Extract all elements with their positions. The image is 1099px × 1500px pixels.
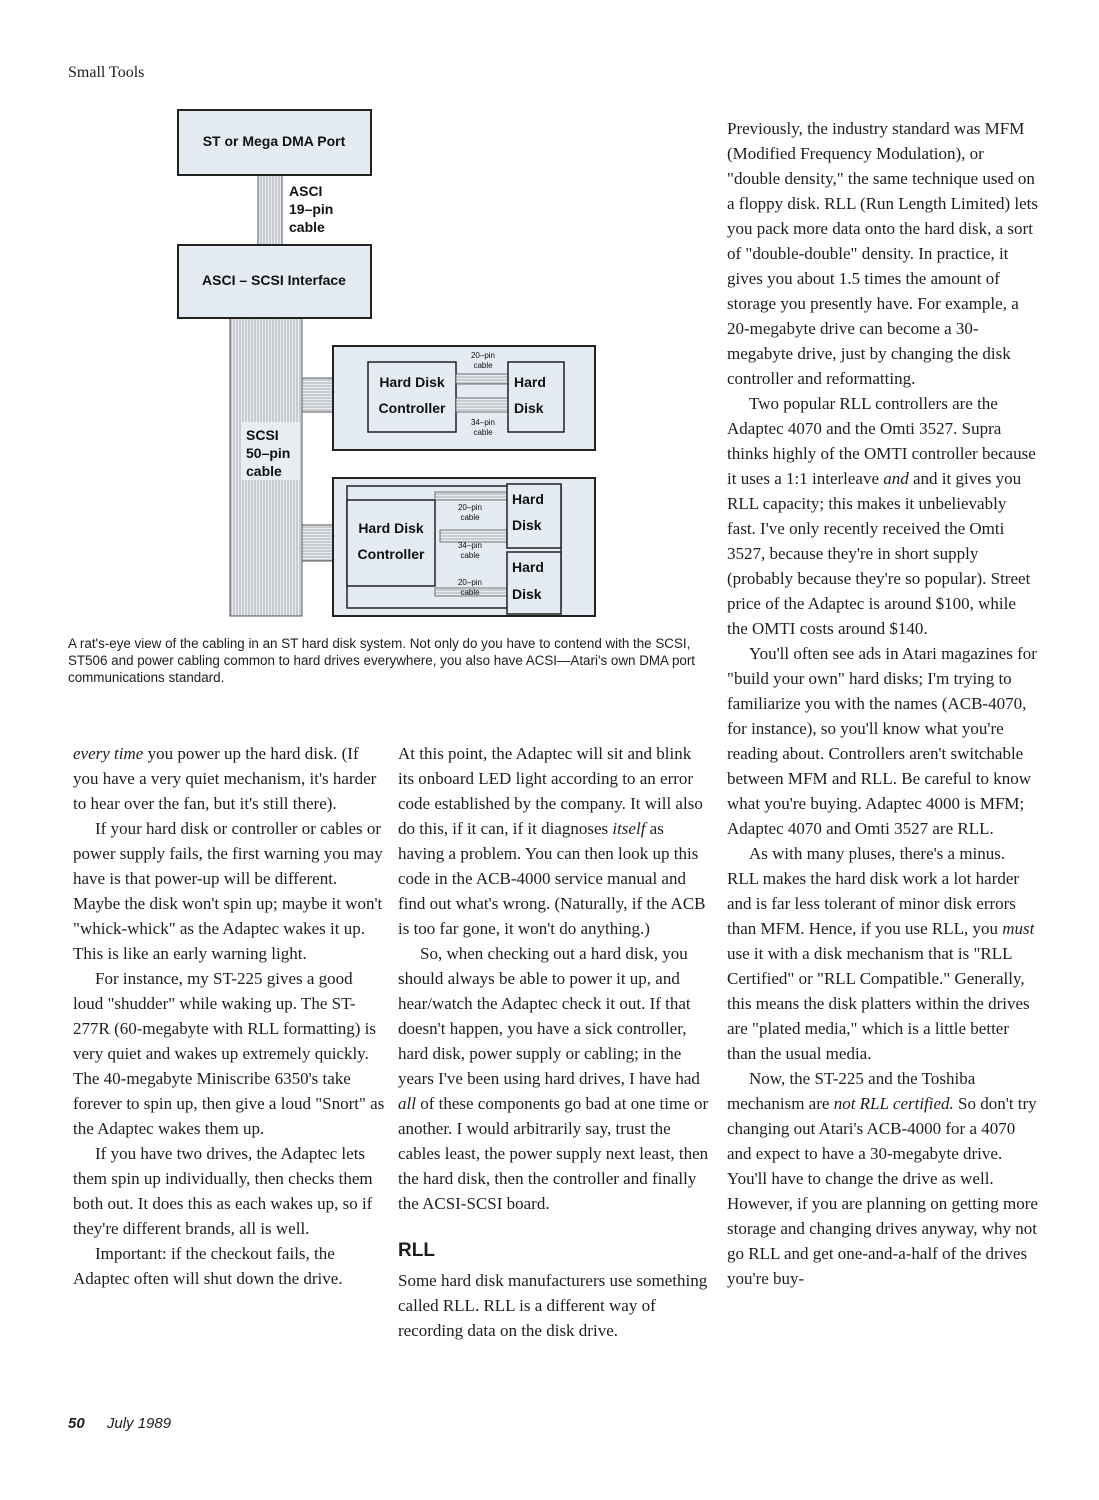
col3-p4-text-a: As with many pluses, there's a minus. RLL makes the hard disk work a lot harder and is far less tolerant of minor disk errors than MFM. Hence, if you use RLL, you: [727, 844, 1020, 938]
col2-para-2: [398, 941, 710, 1216]
col2-p2-text-b: of these components go bad at one time or another. I would arbitrarily say, trust the cables least, the power supply next least, then the hard disk, then the controller and finally the ACSI-SCSI board.: [398, 1094, 709, 1213]
page-number: 50: [68, 1415, 85, 1432]
cable-20pin-label-2: 20–pin: [457, 503, 483, 512]
col3-p5-emphasis: not RLL certified.: [833, 1094, 954, 1113]
controller-1-box: [368, 362, 456, 432]
col2-p1-text-b: as having a problem. You can then look up this code in the ACB-4000 service manual and find out what's wrong. (Naturally, if the ACB is too far gone, it won't do anything.): [398, 819, 706, 938]
cable-34pin-label-2: 34–pin: [457, 541, 483, 550]
dma-port-label: ST or Mega DMA Port: [202, 133, 346, 149]
controller-2-box: [347, 500, 435, 586]
col3-para-2: [727, 391, 1039, 641]
disk-2b-label-1: Hard: [512, 559, 544, 575]
col3-p2-text-a: Two popular RLL controllers are the Adaptec 4070 and the Omti 3527. Supra thinks highly of the OMTI controller because it uses a 1:1 interleave: [727, 394, 1036, 488]
col1-para-2: If your hard disk or controller or cables or power supply fails, the first warning you may have is that power-up will be different. Maybe the disk won't spin up; maybe it won't "whick-whick" as the Adaptec wakes it up. This is like an early warning light.: [73, 819, 383, 963]
column-2: [398, 741, 710, 1343]
col1-p1-emphasis: every time: [73, 744, 144, 763]
cabling-diagram: [170, 100, 600, 620]
ribbon-34pin-1: [456, 398, 508, 412]
interface-label: ASCI – SCSI Interface: [202, 272, 346, 288]
ribbon-20pin-2a: [435, 492, 507, 500]
cable-20pin-label-1: 20–pin: [470, 351, 496, 360]
col1-para-3: For instance, my ST-225 gives a good loud "shudder" while waking up. The ST-277R (60-megabyte with RLL formatting) is very quiet and wakes up extremely quickly. The 40-megabyte Miniscribe 6350's take forever to spin up, then give a loud "Snort" as the Adaptec wakes them up.: [73, 969, 385, 1138]
cable-20pin-label-1b: cable: [473, 361, 493, 370]
col1-para-1: [73, 741, 385, 816]
controller-2-label-1: Hard Disk: [358, 520, 424, 536]
cable-34pin-label-1b: cable: [473, 428, 493, 437]
controller-2-label-2: Controller: [357, 546, 425, 562]
scsi-label-3: cable: [246, 463, 282, 479]
controller-1-label-1: Hard Disk: [379, 374, 445, 390]
disk-1-label-2: Disk: [514, 400, 544, 416]
cable-20pin-label-3b: cable: [460, 588, 480, 597]
col2-p2-emphasis: all: [398, 1094, 416, 1113]
column-3: [727, 116, 1039, 1291]
caption-text: A rat's-eye view of the cabling in an ST hard disk system. Not only do you have to contend with the SCSI, ST506 and power cabling common to hard drives everywhere, you also have ACSI—Atari's own DMA port communications standard.: [68, 636, 696, 685]
col3-p4-emphasis: must: [1002, 919, 1035, 938]
section-label: Small Tools: [68, 64, 145, 81]
col3-para-3: You'll often see ads in Atari magazines for "build your own" hard disks; I'm trying to familiarize you with the names (ACB-4070, for instance), so you'll know what you're reading about. Controllers aren't switchable between MFM and RLL. Be careful to know what you're buying. Adaptec 4000 is MFM; Adaptec 4070 and Omti 3527 are RLL.: [727, 644, 1037, 838]
column-1: [73, 741, 385, 1291]
col3-para-5: [727, 1066, 1039, 1291]
cable-20pin-label-2b: cable: [460, 513, 480, 522]
disk-2a-label-2: Disk: [512, 517, 542, 533]
col3-p2-text-b: and it gives you RLL capacity; this makes it unbelievably fast. I've only recently received the Omti 3527, because they're in short supply (probably because they're so popular). Street price of the Adaptec is around $100, while the OMTI costs around $140.: [727, 469, 1031, 638]
figure-caption: [68, 635, 708, 686]
col1-p1-text: you power up the hard disk. (If you have a very quiet mechanism, it's harder to hear over the fan, but it's still there).: [73, 744, 377, 813]
scsi-label-2: 50–pin: [246, 445, 291, 461]
controller-1-label-2: Controller: [378, 400, 446, 416]
disk-2b-label-2: Disk: [512, 586, 542, 602]
issue-date: July 1989: [106, 1415, 172, 1432]
cable-34pin-label-1: 34–pin: [470, 418, 496, 427]
cable-34pin-label-2b: cable: [460, 551, 480, 560]
page-footer: [68, 1415, 171, 1432]
rll-heading: RLL: [398, 1240, 435, 1261]
ribbon-20pin-1: [456, 374, 508, 384]
disk-1-box: [508, 362, 564, 432]
col3-para-1: Previously, the industry standard was MFM (Modified Frequency Modulation), or "double density," the same technique used on a floppy disk. RLL (Run Length Limited) lets you pack more data onto the hard disk, a sort of "double-double" density. In practice, it gives you about 1.5 times the amount of storage you presently have. For example, a 20-megabyte drive can become a 30-megabyte drive, just by changing the disk controller and reformatting.: [727, 119, 1038, 388]
col3-p5-text-b: So don't try changing out Atari's ACB-4000 for a 4070 and expect to have a 30-megabyte drive. You'll have to change the drive as well. However, if you are planning on getting more storage and changing drives anyway, why not go RLL and get one-and-a-half of the drives you're buy-: [727, 1094, 1038, 1288]
scsi-label-1: SCSI: [246, 427, 279, 443]
col2-para-1: [398, 741, 710, 941]
asci-label-1: ASCI: [289, 183, 323, 199]
disk-2a-label-1: Hard: [512, 491, 544, 507]
col3-para-4: [727, 841, 1039, 1066]
col1-para-5: Important: if the checkout fails, the Adaptec often will shut down the drive.: [73, 1244, 343, 1288]
disk-1-label-1: Hard: [514, 374, 546, 390]
cable-20pin-label-3: 20–pin: [457, 578, 483, 587]
col3-p5-text-a: Now, the ST-225 and the Toshiba mechanism are: [727, 1069, 976, 1113]
asci-label-3: cable: [289, 219, 325, 235]
col2-p1-emphasis: itself: [612, 819, 646, 838]
col3-p2-emphasis: and: [883, 469, 909, 488]
col2-para-3: Some hard disk manufacturers use something called RLL. RLL is a different way of recording data on the disk drive.: [398, 1271, 708, 1340]
col3-p4-text-b: use it with a disk mechanism that is "RLL Certified" or "RLL Compatible." Generally, this means the disk platters within the drives are "plated media," which is a little better than the usual media.: [727, 944, 1030, 1063]
asci-label-2: 19–pin: [289, 201, 334, 217]
col1-para-4: If you have two drives, the Adaptec lets them spin up individually, then checks them both out. It does this as each wakes up, so if they're different brands, all is well.: [73, 1144, 373, 1238]
asci-cable: [258, 175, 282, 245]
col2-p2-text-a: So, when checking out a hard disk, you should always be able to power it up, and hear/watch the Adaptec check it out. If that doesn't happen, you have a sick controller, hard disk, power supply or cabling; in the years I've been using hard drives, I have had: [398, 944, 700, 1088]
col2-p1-text-a: At this point, the Adaptec will sit and blink its onboard LED light according to an error code established by the company. It will also do this, if it can, if it diagnoses: [398, 744, 703, 838]
